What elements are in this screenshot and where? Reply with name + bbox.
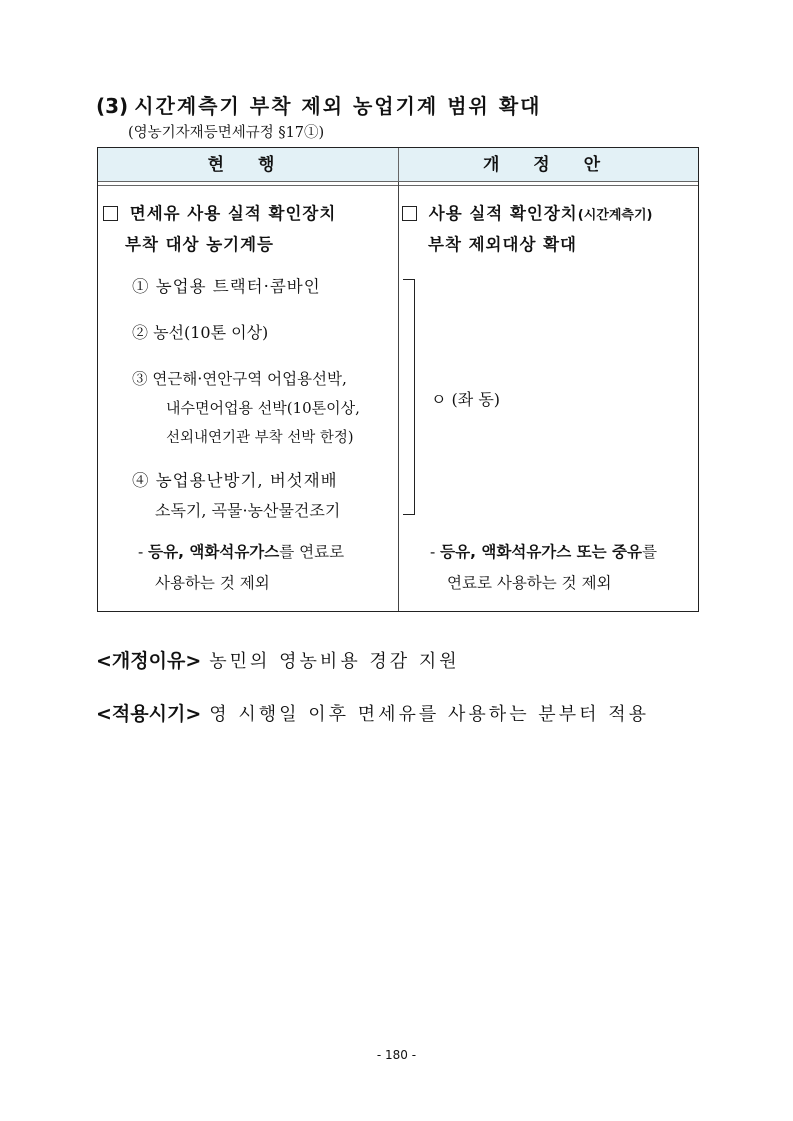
section-title: 시간계측기 부착 제외 농업기계 범위 확대: [134, 94, 542, 118]
proposed-box-line-1: 사용 실적 확인장치(시간계측기): [402, 200, 652, 224]
grouping-bracket: [403, 279, 415, 515]
revision-reason: [96, 646, 460, 673]
current-note-line-1: - 등유, 액화석유가스를 연료로: [138, 543, 345, 561]
checkbox-square-icon: [103, 206, 118, 221]
proposed-note-line-1: - 등유, 액화석유가스 또는 중유를: [430, 543, 657, 561]
section-number: (3): [96, 94, 129, 118]
regulation-reference: (영농기자재등면세규정 §17①): [128, 125, 325, 141]
proposed-note-line-2: 연료로 사용하는 것 제외: [447, 574, 612, 592]
current-box-line-1: 면세유 사용 실적 확인장치: [103, 200, 336, 224]
current-item-3-line-1: ③ 연근해·연안구역 어업용선박,: [132, 370, 347, 388]
current-item-2: ② 농선(10톤 이상): [132, 323, 269, 342]
current-item-3-line-2: 내수면어업용 선박(10톤이상,: [166, 399, 360, 417]
proposed-box-line-2: 부착 제외대상 확대: [428, 235, 578, 254]
checkbox-square-icon: [402, 206, 417, 221]
column-divider: [398, 182, 399, 611]
current-note-line-2: 사용하는 것 제외: [155, 574, 270, 592]
effective-date-text: 영 시행일 이후 면세유를 사용하는 분부터 적용: [209, 704, 649, 725]
effective-date: [96, 699, 649, 726]
revision-reason-tag: <개정이유>: [96, 650, 202, 672]
effective-date-tag: <적용시기>: [96, 703, 202, 725]
page-number: - 180 -: [376, 1048, 417, 1062]
header-proposed: 개 정 안: [398, 148, 698, 182]
revision-reason-text: 농민의 영농비용 경감 지원: [209, 651, 460, 672]
current-item-1: ① 농업용 트랙터·콤바인: [132, 277, 321, 296]
current-item-3-line-3: 선외내연기관 부착 선박 한정): [166, 430, 354, 446]
current-box-line-2: 부착 대상 농기계등: [125, 235, 275, 254]
section-heading: [96, 90, 541, 119]
current-item-4-line-1: ④ 농업용난방기, 버섯재배: [132, 471, 338, 490]
comparison-table: [97, 147, 699, 612]
header-current: 현 행: [98, 148, 398, 182]
proposed-same-as-left: ㅇ (좌 동): [431, 390, 501, 409]
current-item-4-line-2: 소독기, 곡물·농산물건조기: [155, 501, 341, 520]
